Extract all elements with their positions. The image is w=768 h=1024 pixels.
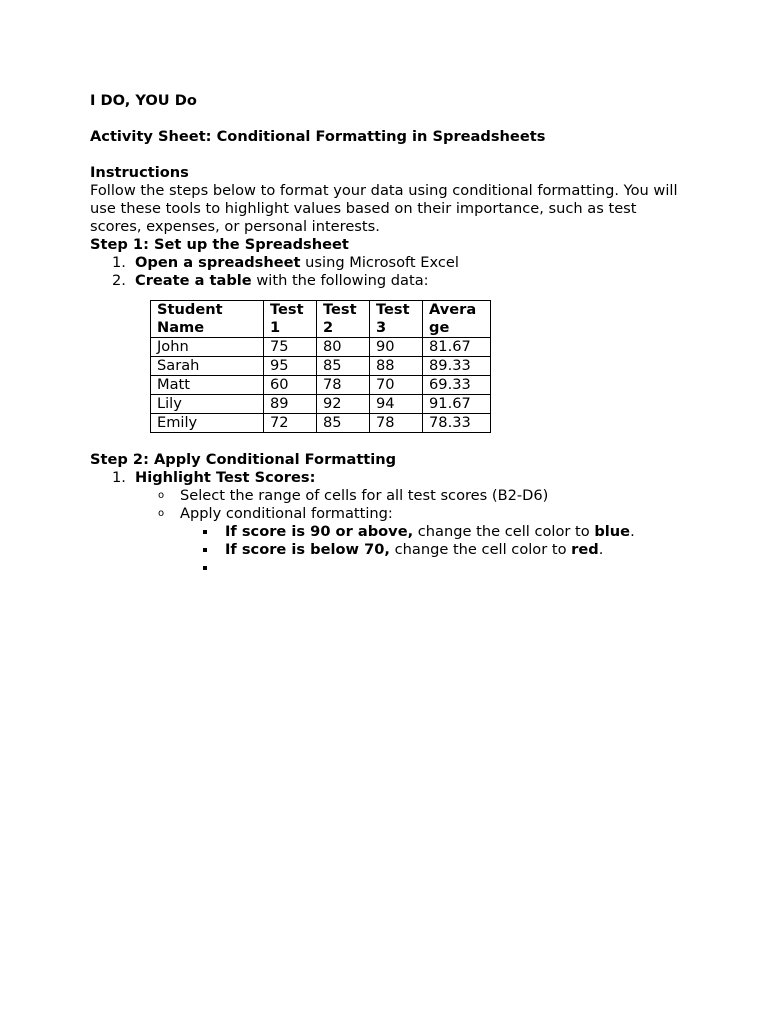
- circle-bullet-icon: o: [158, 508, 165, 519]
- step2-sublist: [135, 487, 680, 523]
- table-cell: 89.33: [423, 357, 491, 376]
- step1-item: [90, 254, 680, 272]
- table-cell: 85: [317, 414, 370, 433]
- rule-condition: If score is 90 or above,: [225, 523, 414, 540]
- table-row: [151, 338, 491, 357]
- header-test-3: Test 3: [370, 301, 423, 338]
- table-row: [151, 414, 491, 433]
- step1-item: [90, 272, 680, 290]
- circle-bullet-icon: o: [158, 490, 165, 501]
- step1-item-text: with the following data:: [251, 272, 429, 289]
- subitem-text: Apply conditional formatting:: [180, 505, 393, 522]
- subitem-text: Select the range of cells for all test scores (B2-D6): [180, 487, 549, 504]
- table-cell: 78: [370, 414, 423, 433]
- list-number: 2.: [112, 272, 126, 289]
- rule-end: .: [630, 523, 635, 540]
- table-cell: 78.33: [423, 414, 491, 433]
- step2-item-bold: Highlight Test Scores:: [135, 469, 316, 486]
- table-cell: 95: [264, 357, 317, 376]
- table-cell: 89: [264, 395, 317, 414]
- header-average: Avera ge: [423, 301, 491, 338]
- table-cell: 88: [370, 357, 423, 376]
- step1-item-bold: Create a table: [135, 272, 252, 289]
- step1-item-bold: Open a spreadsheet: [135, 254, 301, 271]
- square-bullet-icon: [203, 530, 207, 534]
- table-cell: 75: [264, 338, 317, 357]
- step2-list: [90, 469, 680, 487]
- table-row: [151, 395, 491, 414]
- table-row: [151, 376, 491, 395]
- table-header-row: [151, 301, 491, 338]
- table-cell: 92: [317, 395, 370, 414]
- table-cell: Sarah: [151, 357, 264, 376]
- square-bullet-icon: [203, 566, 207, 570]
- rule-text: change the cell color to: [389, 541, 572, 558]
- step1-heading: Step 1: Set up the Spreadsheet: [90, 236, 349, 253]
- rules-list: [180, 523, 680, 577]
- table-cell: 60: [264, 376, 317, 395]
- document-heading: I DO, YOU Do: [90, 92, 197, 109]
- table-cell: John: [151, 338, 264, 357]
- rule-text: change the cell color to: [413, 523, 595, 540]
- table-cell: 94: [370, 395, 423, 414]
- scores-table: [150, 300, 491, 433]
- instructions-text: Follow the steps below to format your data using conditional formatting. You will use these tools to highlight values based on their importance, such as test scores, expenses, or personal interests.: [90, 182, 678, 235]
- table-row: [151, 357, 491, 376]
- step1-list: [90, 254, 680, 290]
- header-student-name: Student Name: [151, 301, 264, 338]
- list-number: 1.: [112, 254, 126, 271]
- step2-subitem: [135, 487, 680, 505]
- document-page: [90, 92, 680, 577]
- header-test-1: Test 1: [264, 301, 317, 338]
- rule-color: blue: [594, 523, 631, 540]
- table-cell: 85: [317, 357, 370, 376]
- table-cell: Matt: [151, 376, 264, 395]
- activity-title: Activity Sheet: Conditional Formatting in Spreadsheets: [90, 128, 546, 145]
- header-test-2: Test 2: [317, 301, 370, 338]
- step2-heading: Step 2: Apply Conditional Formatting: [90, 451, 397, 468]
- rule-color: red: [571, 541, 599, 558]
- rule-item: [180, 559, 680, 577]
- table-cell: 72: [264, 414, 317, 433]
- step2-item: [90, 469, 680, 487]
- table-cell: 69.33: [423, 376, 491, 395]
- table-cell: 81.67: [423, 338, 491, 357]
- rule-condition: If score is below 70,: [225, 541, 390, 558]
- table-cell: Lily: [151, 395, 264, 414]
- step1-item-text: using Microsoft Excel: [300, 254, 459, 271]
- table-cell: Emily: [151, 414, 264, 433]
- table-cell: 80: [317, 338, 370, 357]
- table-cell: 91.67: [423, 395, 491, 414]
- list-number: 1.: [112, 469, 126, 486]
- step2-subitem: [135, 505, 680, 523]
- rule-end: .: [598, 541, 604, 558]
- table-cell: 90: [370, 338, 423, 357]
- square-bullet-icon: [203, 548, 207, 552]
- table-cell: 70: [370, 376, 423, 395]
- rule-item: [180, 523, 680, 541]
- instructions-heading: Instructions: [90, 164, 189, 181]
- table-cell: 78: [317, 376, 370, 395]
- rule-item: [180, 541, 680, 559]
